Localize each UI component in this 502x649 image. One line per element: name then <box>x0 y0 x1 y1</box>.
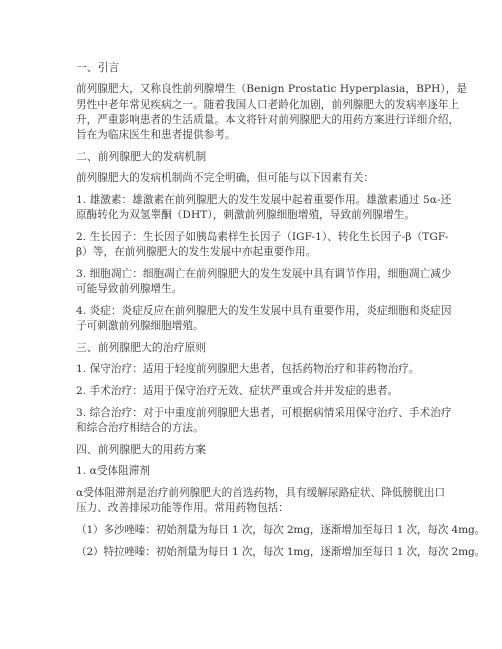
drug-dosage-line: （2）特拉唑嗪：初始剂量为每日 1 次，每次 1mg，逐渐增加至每日 1 次，每次 2mg。 <box>76 546 486 558</box>
list-item-line: 和综合治疗相结合的方法。 <box>76 422 204 434</box>
heading-introduction: 一、引言 <box>76 61 120 74</box>
list-item-line: 可能导致前列腺增生。 <box>76 283 183 295</box>
list-item-line: 4. 炎症：炎症反应在前列腺肥大的发生发展中具有重要作用，炎症细胞和炎症因 <box>76 305 452 317</box>
paragraph-line: 压力、改善排尿功能等作用。常用药物包括： <box>76 502 289 514</box>
paragraph-line: 前列腺肥大，又称良性前列腺增生（Benign Prostatic Hyperplasia，BPH），是 <box>76 83 468 95</box>
heading-pathogenesis: 二、前列腺肥大的发病机制 <box>76 150 207 163</box>
list-item-line: 子可刺激前列腺细胞增殖。 <box>76 320 204 332</box>
paragraph-line: 前列腺肥大的发病机制尚不完全明确，但可能与以下因素有关： <box>76 172 375 184</box>
drug-dosage-line: （1）多沙唑嗪：初始剂量为每日 1 次，每次 2mg，逐渐增加至每日 1 次，每次 4mg。 <box>76 524 486 536</box>
heading-medication-plan: 四、前列腺肥大的用药方案 <box>76 443 207 456</box>
list-item-line: β）等，在前列腺肥大的发生发展中亦起重要作用。 <box>76 246 317 258</box>
heading-treatment-principles: 三、前列腺肥大的治疗原则 <box>76 341 207 354</box>
list-item-line: 原酶转化为双氢睾酮（DHT），刺激前列腺细胞增殖，导致前列腺增生。 <box>76 209 415 221</box>
list-item-line: 3. 综合治疗：对于中重度前列腺肥大患者，可根据病情采用保守治疗、手术治疗 <box>76 407 452 419</box>
list-item-line: 3. 细胞凋亡：细胞凋亡在前列腺肥大的发生发展中具有调节作用，细胞凋亡减少 <box>76 268 452 280</box>
list-item-line: 2. 生长因子：生长因子如胰岛素样生长因子（IGF-1）、转化生长因子-β（TGF- <box>76 231 449 243</box>
paragraph-line: 升，严重影响患者的生活质量。本文将针对前列腺肥大的用药方案进行详细介绍， <box>76 114 460 126</box>
paragraph-line: 男性中老年常见疾病之一。随着我国人口老龄化加剧，前列腺肥大的发病率逐年上 <box>76 99 460 111</box>
paragraph-line: α受体阻滞剂是治疗前列腺肥大的首选药物，具有缓解尿路症状、降低膀胱出口 <box>76 487 446 499</box>
paragraph-line: 旨在为临床医生和患者提供参考。 <box>76 129 236 141</box>
list-item-line: 2. 手术治疗：适用于保守治疗无效、症状严重或合并并发症的患者。 <box>76 385 399 397</box>
list-item-line: 1. 雄激素：雄激素在前列腺肥大的发生发展中起着重要作用。雄激素通过 5α-还 <box>76 194 452 206</box>
subheading-alpha-blockers: 1. α受体阻滞剂 <box>76 465 151 477</box>
list-item-line: 1. 保守治疗：适用于轻度前列腺肥大患者，包括药物治疗和非药物治疗。 <box>76 363 420 375</box>
